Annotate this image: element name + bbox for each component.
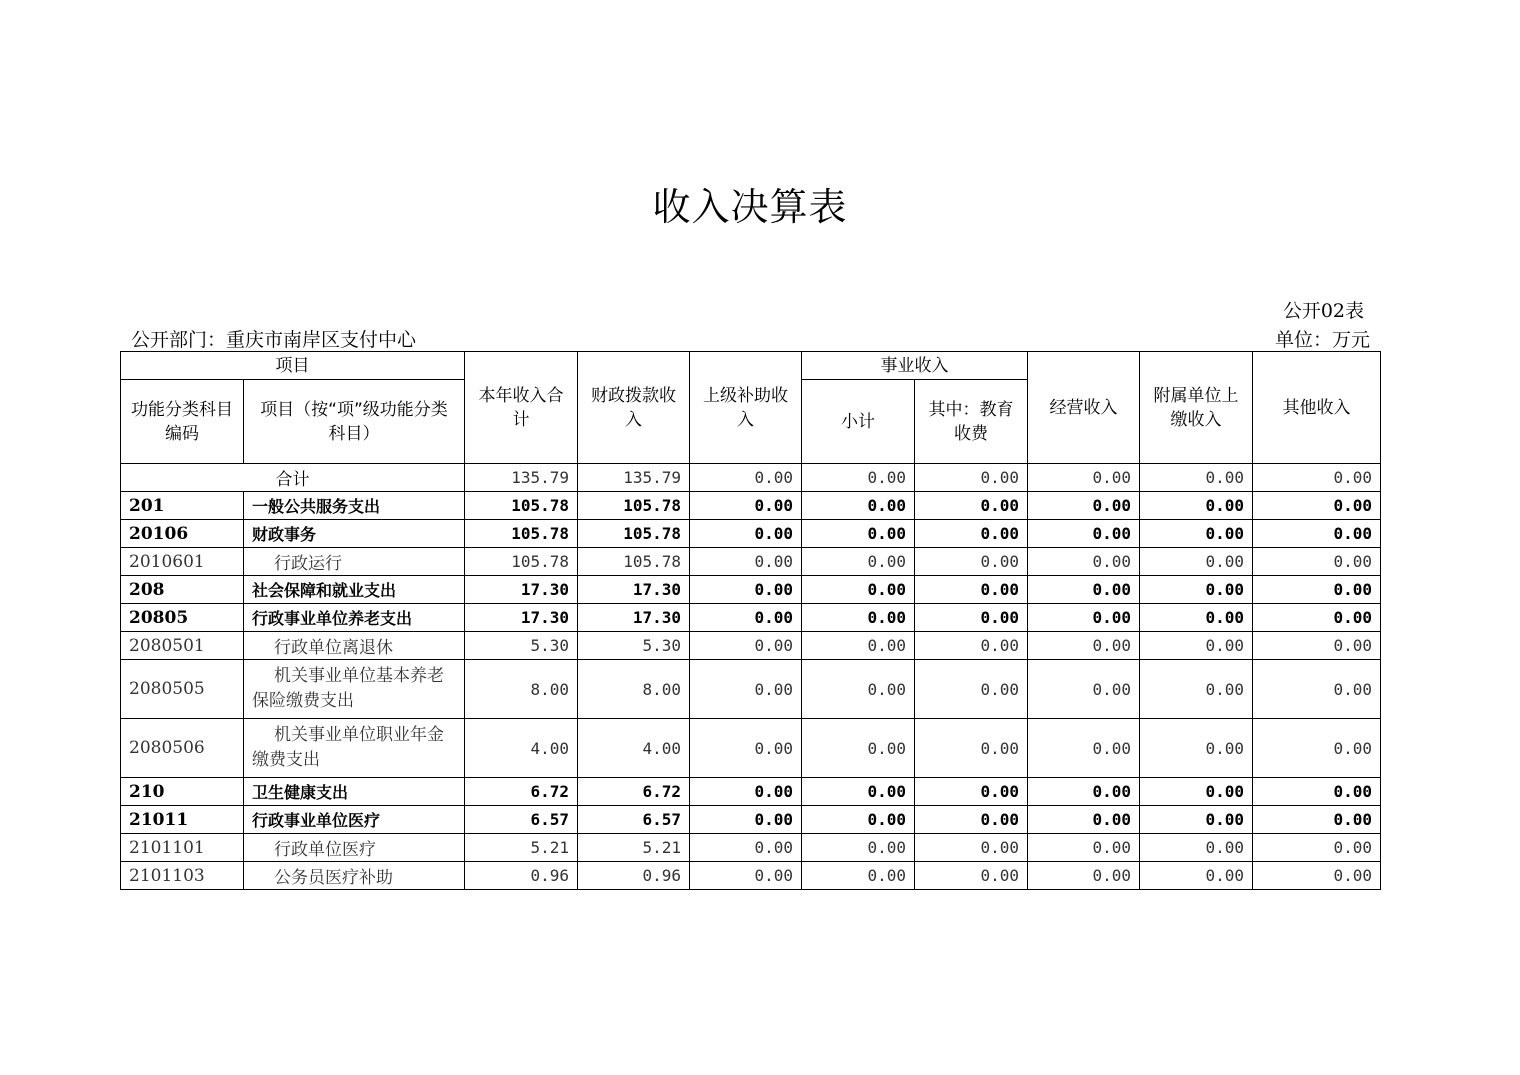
cell-education: 0.00	[915, 548, 1028, 576]
cell-total: 5.21	[465, 834, 578, 862]
header-superior: 上级补助收入	[690, 352, 802, 464]
header-operating: 经营收入	[1028, 352, 1140, 464]
table-row	[121, 719, 1381, 778]
cell-fiscal: 105.78	[578, 492, 690, 520]
row-name: 一般公共服务支出	[244, 492, 465, 520]
cell-other: 0.00	[1253, 632, 1381, 660]
cell-education: 0.00	[915, 604, 1028, 632]
cell-superior: 0.00	[690, 548, 802, 576]
cell-affiliated: 0.00	[1140, 719, 1253, 778]
cell-education: 0.00	[915, 778, 1028, 806]
header-item-group: 项目	[121, 352, 465, 380]
cell-fiscal: 17.30	[578, 604, 690, 632]
cell-subtotal: 0.00	[802, 660, 915, 719]
row-code: 2080501	[121, 632, 244, 660]
table-row	[121, 520, 1381, 548]
row-code: 2101101	[121, 834, 244, 862]
cell-other: 0.00	[1253, 604, 1381, 632]
cell-fiscal: 6.57	[578, 806, 690, 834]
department-label: 公开部门：重庆市南岸区支付中心	[131, 329, 417, 351]
row-name: 卫生健康支出	[244, 778, 465, 806]
cell-affiliated: 0.00	[1140, 806, 1253, 834]
cell-affiliated: 0.00	[1140, 660, 1253, 719]
row-code: 210	[121, 778, 244, 806]
header-subtotal: 小计	[802, 380, 915, 464]
row-name: 机关事业单位基本养老保险缴费支出	[244, 660, 465, 719]
table-row	[121, 778, 1381, 806]
table-row	[121, 806, 1381, 834]
cell-superior: 0.00	[690, 778, 802, 806]
cell-operating: 0.00	[1028, 778, 1140, 806]
cell-education: 0.00	[915, 806, 1028, 834]
cell-other: 0.00	[1253, 520, 1381, 548]
cell-subtotal: 0.00	[802, 834, 915, 862]
cell-affiliated: 0.00	[1140, 862, 1253, 890]
cell-affiliated: 0.00	[1140, 492, 1253, 520]
cell-education: 0.00	[915, 492, 1028, 520]
cell-affiliated: 0.00	[1140, 548, 1253, 576]
row-code: 21011	[121, 806, 244, 834]
cell-other: 0.00	[1253, 778, 1381, 806]
cell-other: 0.00	[1253, 548, 1381, 576]
header-fiscal: 财政拨款收入	[578, 352, 690, 464]
row-name: 财政事务	[244, 520, 465, 548]
cell-other: 0.00	[1253, 492, 1381, 520]
cell-operating: 0.00	[1028, 806, 1140, 834]
cell-superior: 0.00	[690, 834, 802, 862]
header-total: 本年收入合计	[465, 352, 578, 464]
table-row	[121, 660, 1381, 719]
cell-education: 0.00	[915, 520, 1028, 548]
cell-superior: 0.00	[690, 862, 802, 890]
row-code: 20106	[121, 520, 244, 548]
page-title: 收入决算表	[652, 185, 848, 229]
cell-subtotal: 0.00	[802, 576, 915, 604]
cell-affiliated: 0.00	[1140, 604, 1253, 632]
cell-subtotal: 0.00	[802, 719, 915, 778]
header-affiliated: 附属单位上缴收入	[1140, 352, 1253, 464]
form-number: 公开02表	[1282, 300, 1364, 322]
cell-affiliated: 0.00	[1140, 834, 1253, 862]
cell-fiscal: 105.78	[578, 548, 690, 576]
cell-subtotal: 0.00	[802, 806, 915, 834]
cell-total: 4.00	[465, 719, 578, 778]
cell-subtotal: 0.00	[802, 632, 915, 660]
cell-operating: 0.00	[1028, 464, 1140, 492]
cell-total: 6.57	[465, 806, 578, 834]
cell-subtotal: 0.00	[802, 492, 915, 520]
row-code: 208	[121, 576, 244, 604]
cell-fiscal: 5.30	[578, 632, 690, 660]
cell-education: 0.00	[915, 464, 1028, 492]
row-name: 公务员医疗补助	[244, 862, 465, 890]
cell-subtotal: 0.00	[802, 520, 915, 548]
row-name: 行政事业单位医疗	[244, 806, 465, 834]
table-row	[121, 576, 1381, 604]
cell-subtotal: 0.00	[802, 604, 915, 632]
cell-superior: 0.00	[690, 604, 802, 632]
cell-other: 0.00	[1253, 719, 1381, 778]
row-name: 行政单位医疗	[244, 834, 465, 862]
cell-affiliated: 0.00	[1140, 576, 1253, 604]
cell-operating: 0.00	[1028, 660, 1140, 719]
cell-fiscal: 0.96	[578, 862, 690, 890]
header-name: 项目（按“项”级功能分类科目）	[244, 380, 465, 464]
row-code: 2101103	[121, 862, 244, 890]
cell-operating: 0.00	[1028, 862, 1140, 890]
cell-fiscal: 135.79	[578, 464, 690, 492]
cell-education: 0.00	[915, 719, 1028, 778]
row-code: 20805	[121, 604, 244, 632]
table-row	[121, 834, 1381, 862]
cell-fiscal: 105.78	[578, 520, 690, 548]
cell-superior: 0.00	[690, 492, 802, 520]
row-name: 社会保障和就业支出	[244, 576, 465, 604]
cell-education: 0.00	[915, 834, 1028, 862]
row-code: 2010601	[121, 548, 244, 576]
row-code: 201	[121, 492, 244, 520]
table-row	[121, 548, 1381, 576]
table-row	[121, 632, 1381, 660]
cell-total: 17.30	[465, 576, 578, 604]
cell-affiliated: 0.00	[1140, 778, 1253, 806]
cell-fiscal: 8.00	[578, 660, 690, 719]
table-row	[121, 464, 1381, 492]
cell-operating: 0.00	[1028, 604, 1140, 632]
cell-fiscal: 4.00	[578, 719, 690, 778]
cell-total: 6.72	[465, 778, 578, 806]
cell-subtotal: 0.00	[802, 862, 915, 890]
cell-education: 0.00	[915, 576, 1028, 604]
cell-operating: 0.00	[1028, 492, 1140, 520]
cell-superior: 0.00	[690, 719, 802, 778]
cell-affiliated: 0.00	[1140, 520, 1253, 548]
cell-subtotal: 0.00	[802, 464, 915, 492]
unit-label: 单位：万元	[1274, 329, 1370, 351]
row-name: 合计	[121, 464, 465, 492]
cell-operating: 0.00	[1028, 576, 1140, 604]
cell-other: 0.00	[1253, 576, 1381, 604]
cell-operating: 0.00	[1028, 520, 1140, 548]
cell-superior: 0.00	[690, 576, 802, 604]
cell-total: 105.78	[465, 492, 578, 520]
cell-total: 135.79	[465, 464, 578, 492]
cell-operating: 0.00	[1028, 632, 1140, 660]
cell-other: 0.00	[1253, 806, 1381, 834]
cell-superior: 0.00	[690, 464, 802, 492]
row-code: 2080505	[121, 660, 244, 719]
cell-superior: 0.00	[690, 520, 802, 548]
row-name: 行政事业单位养老支出	[244, 604, 465, 632]
cell-superior: 0.00	[690, 632, 802, 660]
cell-fiscal: 17.30	[578, 576, 690, 604]
table-row	[121, 492, 1381, 520]
table-row	[121, 862, 1381, 890]
cell-operating: 0.00	[1028, 548, 1140, 576]
header-code: 功能分类科目编码	[121, 380, 244, 464]
table-row	[121, 604, 1381, 632]
cell-affiliated: 0.00	[1140, 632, 1253, 660]
cell-total: 8.00	[465, 660, 578, 719]
row-name: 行政单位离退休	[244, 632, 465, 660]
cell-other: 0.00	[1253, 464, 1381, 492]
cell-total: 105.78	[465, 548, 578, 576]
cell-fiscal: 5.21	[578, 834, 690, 862]
row-name: 机关事业单位职业年金缴费支出	[244, 719, 465, 778]
cell-education: 0.00	[915, 632, 1028, 660]
cell-other: 0.00	[1253, 660, 1381, 719]
cell-subtotal: 0.00	[802, 548, 915, 576]
cell-total: 5.30	[465, 632, 578, 660]
cell-total: 105.78	[465, 520, 578, 548]
cell-operating: 0.00	[1028, 719, 1140, 778]
cell-other: 0.00	[1253, 834, 1381, 862]
cell-fiscal: 6.72	[578, 778, 690, 806]
header-education: 其中：教育收费	[915, 380, 1028, 464]
cell-total: 0.96	[465, 862, 578, 890]
row-code: 2080506	[121, 719, 244, 778]
cell-other: 0.00	[1253, 862, 1381, 890]
header-other: 其他收入	[1253, 352, 1381, 464]
cell-total: 17.30	[465, 604, 578, 632]
cell-subtotal: 0.00	[802, 778, 915, 806]
cell-education: 0.00	[915, 862, 1028, 890]
cell-superior: 0.00	[690, 806, 802, 834]
cell-operating: 0.00	[1028, 834, 1140, 862]
header-business-group: 事业收入	[802, 352, 1028, 380]
income-table	[120, 351, 1381, 890]
cell-affiliated: 0.00	[1140, 464, 1253, 492]
cell-education: 0.00	[915, 660, 1028, 719]
cell-superior: 0.00	[690, 660, 802, 719]
row-name: 行政运行	[244, 548, 465, 576]
